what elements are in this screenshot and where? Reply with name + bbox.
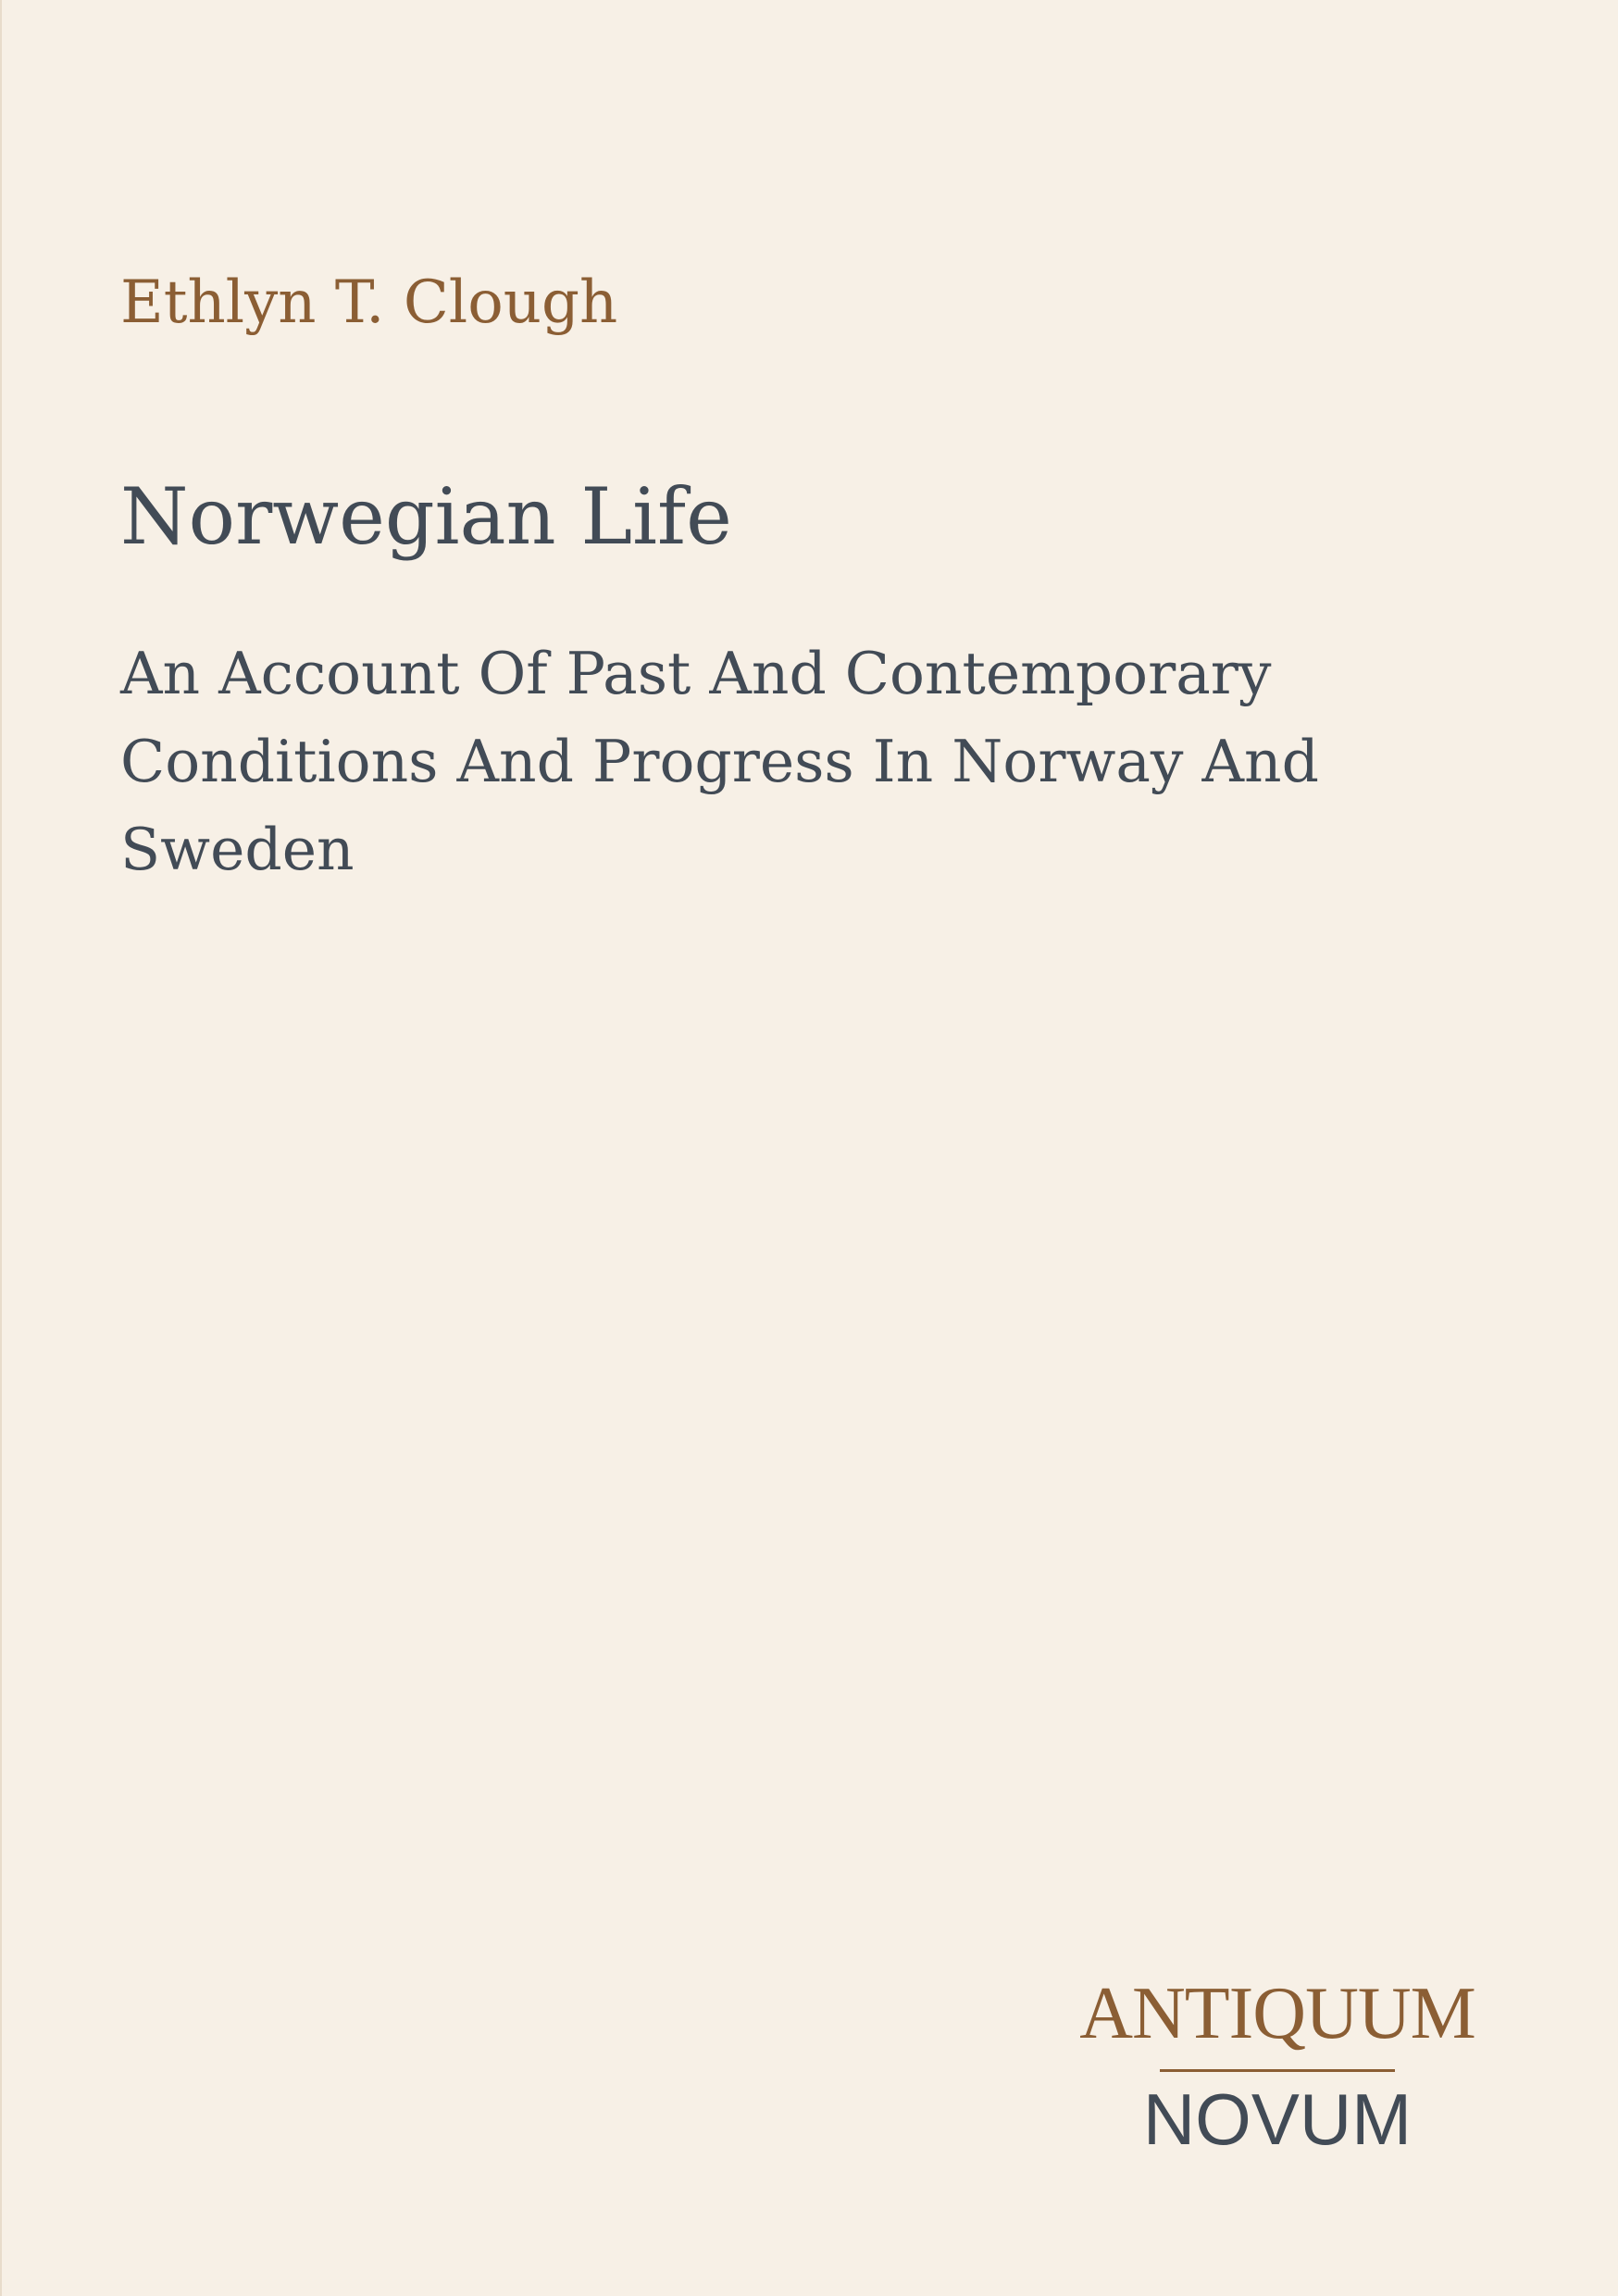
publisher-logo-divider: [1160, 2069, 1395, 2072]
subtitle-line: Conditions And Progress In Norway And: [120, 728, 1319, 795]
subtitle-line: An Account Of Past And Contemporary: [120, 640, 1272, 707]
book-title: Norwegian Life: [120, 471, 732, 562]
subtitle-line: Sweden: [120, 816, 355, 883]
publisher-name-bottom: NOVUM: [1142, 2078, 1413, 2160]
publisher-logo: [1074, 1972, 1481, 2160]
cover-edge: [0, 0, 2, 2296]
book-subtitle: [120, 630, 1324, 893]
author-name: Ethlyn T. Clough: [120, 268, 618, 337]
publisher-name-top: ANTIQUUM: [1079, 1973, 1475, 2054]
